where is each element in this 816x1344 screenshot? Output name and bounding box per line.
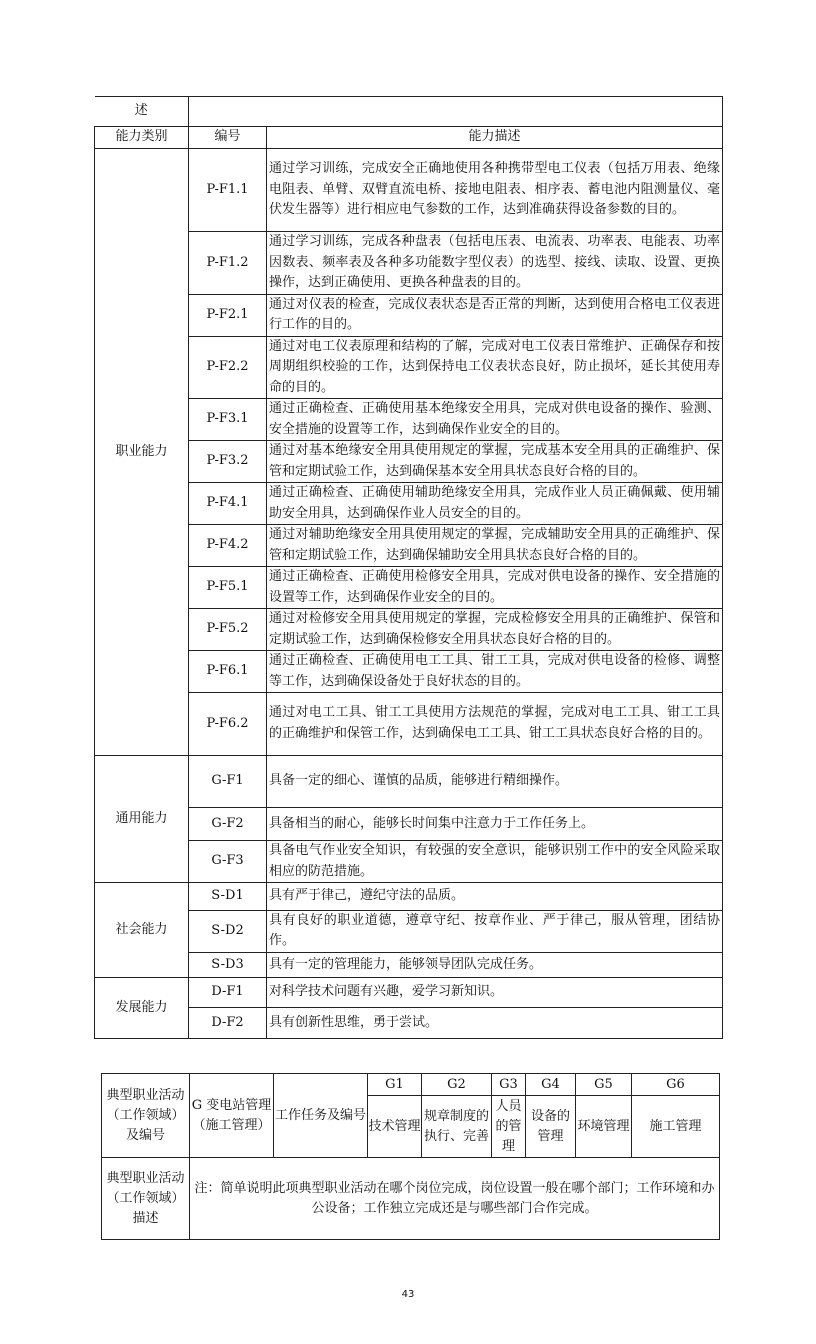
- description-cell: 具有良好的职业道德，遵章守纪、按章作业、严于律己，服从管理，团结协作。: [267, 910, 723, 952]
- top-row-label: 述: [95, 97, 189, 127]
- task-name-g4: 设备的管理: [526, 1096, 576, 1158]
- code-cell: P-F6.1: [189, 651, 267, 693]
- description-cell: 通过对基本绝缘安全用具使用规定的掌握，完成基本安全用具的正确维护、保管和定期试验工作，达到确保基本安全用具状态良好合格的目的。: [267, 441, 723, 483]
- ability-row: [95, 525, 723, 567]
- activity-description-label: 典型职业活动（工作领域）描述: [102, 1158, 190, 1240]
- header-code: 编号: [189, 127, 267, 149]
- ability-row: [95, 483, 723, 525]
- description-cell: 通过正确检查、正确使用检修安全用具，完成对供电设备的操作、安全措施的设置等工作，达到确保作业安全的目的。: [267, 567, 723, 609]
- ability-row: [95, 1007, 723, 1039]
- code-cell: P-F5.2: [189, 609, 267, 651]
- ability-row: [95, 294, 723, 336]
- task-code-g5: G5: [576, 1074, 632, 1096]
- category-cell: 职业能力: [95, 149, 189, 756]
- ability-row: [95, 910, 723, 952]
- code-cell: P-F5.1: [189, 567, 267, 609]
- task-name-g1: 技术管理: [368, 1096, 422, 1158]
- description-cell: 通过正确检查、正确使用基本绝缘安全用具，完成对供电设备的操作、验测、安全措施的设置等工作，达到确保作业安全的目的。: [267, 399, 723, 441]
- task-name-g2: 规章制度的执行、完善: [422, 1096, 492, 1158]
- ability-table: [94, 96, 723, 1039]
- ability-row: [95, 609, 723, 651]
- activity-name-cell: G 变电站管理（施工管理）: [190, 1074, 274, 1158]
- task-name-g3: 人员的管理: [492, 1096, 526, 1158]
- ability-row: [95, 336, 723, 399]
- code-cell: P-F3.2: [189, 441, 267, 483]
- description-cell: 通过对辅助绝缘安全用具使用规定的掌握，完成辅助安全用具的正确维护、保管和定期试验工作，达到确保辅助安全用具状态良好合格的目的。: [267, 525, 723, 567]
- category-cell: 发展能力: [95, 978, 189, 1039]
- description-cell: 通过学习训练，完成各种盘表（包括电压表、电流表、功率表、电能表、功率因数表、频率表及各种多功能数字型仪表）的选型、接线、读取、设置、更换操作，达到正确使用、更换各种盘表的目的。: [267, 232, 723, 295]
- code-cell: P-F2.2: [189, 336, 267, 399]
- description-cell: 通过对电工工具、钳工工具使用方法规范的掌握，完成对电工工具、钳工工具的正确维护和保管工作，达到确保电工工具、钳工工具状态良好合格的目的。: [267, 693, 723, 756]
- code-cell: P-F6.2: [189, 693, 267, 756]
- task-name-g6: 施工管理: [632, 1096, 720, 1158]
- category-cell: 通用能力: [95, 755, 189, 883]
- category-cell: 社会能力: [95, 883, 189, 978]
- page-number: 43: [401, 1289, 415, 1300]
- description-cell: 具有一定的管理能力，能够领导团队完成任务。: [267, 952, 723, 978]
- task-code-g2: G2: [422, 1074, 492, 1096]
- description-cell: 对科学技术问题有兴趣，爱学习新知识。: [267, 978, 723, 1008]
- top-row-empty-cell: [189, 97, 723, 127]
- description-cell: 通过学习训练，完成安全正确地使用各种携带型电工仪表（包括万用表、绝缘电阻表、单臂、双臂直流电桥、接地电阻表、相序表、蓄电池内阻测量仪、毫伏发生器等）进行相应电气参数的工作，达到准确获得设备参数的目的。: [267, 149, 723, 232]
- task-code-g4: G4: [526, 1074, 576, 1096]
- code-cell: D-F2: [189, 1007, 267, 1039]
- task-code-g1: G1: [368, 1074, 422, 1096]
- description-cell: 通过对电工仪表原理和结构的了解，完成对电工仪表日常维护、正确保存和按周期组织校验的工作，达到保持电工仪表状态良好，防止损坏，延长其使用寿命的目的。: [267, 336, 723, 399]
- header-description: 能力描述: [267, 127, 723, 149]
- ability-row: [95, 841, 723, 883]
- ability-row: [95, 651, 723, 693]
- ability-row: [95, 399, 723, 441]
- description-cell: 通过对仪表的检查，完成仪表状态是否正常的判断，达到使用合格电工仪表进行工作的目的。: [267, 294, 723, 336]
- code-cell: G-F3: [189, 841, 267, 883]
- code-cell: S-D1: [189, 883, 267, 911]
- description-cell: 具有创新性思维，勇于尝试。: [267, 1007, 723, 1039]
- description-cell: 通过正确检查、正确使用辅助绝缘安全用具，完成作业人员正确佩戴、使用辅助安全用具，达到确保作业人员安全的目的。: [267, 483, 723, 525]
- activity-table: [101, 1073, 720, 1240]
- ability-row: [95, 149, 723, 232]
- header-category: 能力类别: [95, 127, 189, 149]
- task-code-g3: G3: [492, 1074, 526, 1096]
- ability-row: [95, 883, 723, 911]
- code-cell: P-F2.1: [189, 294, 267, 336]
- code-cell: P-F1.2: [189, 232, 267, 295]
- ability-row: [95, 441, 723, 483]
- ability-row: [95, 807, 723, 841]
- code-cell: G-F1: [189, 755, 267, 807]
- description-cell: 通过对检修安全用具使用规定的掌握，完成检修安全用具的正确维护、保管和定期试验工作，达到确保检修安全用具状态良好合格的目的。: [267, 609, 723, 651]
- code-cell: G-F2: [189, 807, 267, 841]
- task-code-g6: G6: [632, 1074, 720, 1096]
- code-cell: P-F4.2: [189, 525, 267, 567]
- description-cell: 具备相当的耐心，能够长时间集中注意力于工作任务上。: [267, 807, 723, 841]
- task-label-cell: 工作任务及编号: [274, 1074, 368, 1158]
- code-cell: D-F1: [189, 978, 267, 1008]
- ability-row: [95, 755, 723, 807]
- code-cell: P-F4.1: [189, 483, 267, 525]
- task-name-g5: 环境管理: [576, 1096, 632, 1158]
- ability-row: [95, 693, 723, 756]
- ability-row: [95, 567, 723, 609]
- code-cell: P-F1.1: [189, 149, 267, 232]
- code-cell: S-D2: [189, 910, 267, 952]
- code-cell: P-F3.1: [189, 399, 267, 441]
- description-cell: 具备电气作业安全知识，有较强的安全意识，能够识别工作中的安全风险采取相应的防范措施。: [267, 841, 723, 883]
- code-cell: S-D3: [189, 952, 267, 978]
- ability-row: [95, 978, 723, 1008]
- activity-label-cell: 典型职业活动（工作领域）及编号: [102, 1074, 190, 1158]
- description-cell: 具有严于律己，遵纪守法的品质。: [267, 883, 723, 911]
- activity-description-note: 注：简单说明此项典型职业活动在哪个岗位完成，岗位设置一般在哪个部门；工作环境和办公设备；工作独立完成还是与哪些部门合作完成。: [190, 1158, 720, 1240]
- description-cell: 通过正确检查、正确使用电工工具、钳工工具，完成对供电设备的检修、调整等工作，达到确保设备处于良好状态的目的。: [267, 651, 723, 693]
- ability-row: [95, 232, 723, 295]
- description-cell: 具备一定的细心、谨慎的品质，能够进行精细操作。: [267, 755, 723, 807]
- ability-row: [95, 952, 723, 978]
